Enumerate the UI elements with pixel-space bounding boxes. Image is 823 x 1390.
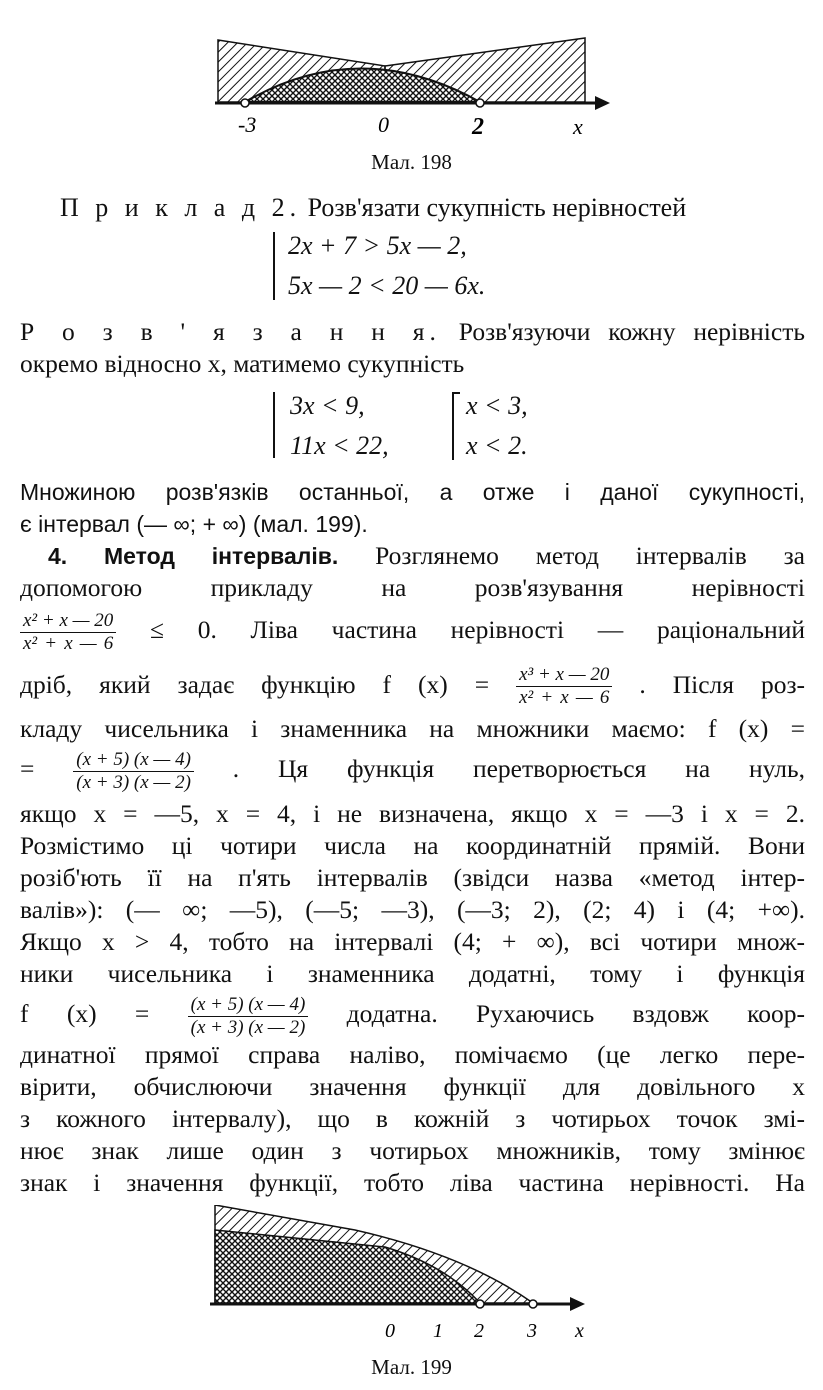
conclusion-paragraph bbox=[20, 476, 805, 540]
solution-paragraph bbox=[20, 316, 805, 380]
solution-text-1: Розв'язуючи кожну нерівність bbox=[458, 317, 805, 346]
method-line14: динатної прямої справа наліво, помічаємо (це легко пере- bbox=[20, 1039, 805, 1069]
point-2 bbox=[476, 99, 484, 107]
system2a bbox=[290, 386, 389, 466]
system2b-ineq1: x < 3, bbox=[466, 391, 528, 420]
point-3 bbox=[529, 1300, 537, 1308]
conclusion-line2: є інтервал (— ∞; + ∞) (мал. 199). bbox=[20, 511, 368, 537]
method-line11: Якщо x > 4, тобто на інтервалі (4; + ∞), всі чотири множ- bbox=[20, 926, 805, 956]
system1 bbox=[288, 226, 485, 306]
method-line10: валів»): (— ∞; —5), (—5; —3), (—3; 2), (2; 4) і (4; +∞). bbox=[20, 894, 805, 924]
point-minus3 bbox=[241, 99, 249, 107]
system1-brace bbox=[273, 232, 281, 300]
method-line7: якщо x = —5, x = 4, і не визначена, якщо x = —3 і x = 2. bbox=[20, 798, 805, 828]
example2-text: Розв'язати сукупність нерівностей bbox=[307, 193, 687, 222]
tick-0: 0 bbox=[385, 1320, 395, 1342]
solution-text-2: окремо відносно x, матимемо сукупність bbox=[20, 349, 465, 378]
method-line1: Розглянемо метод інтервалів за bbox=[375, 541, 805, 570]
solution-heading: Р о з в ' я з а н н я. bbox=[20, 317, 441, 346]
method-line2: допомогою прикладу на розв'язування нерівності bbox=[20, 573, 805, 602]
method-heading: 4. Метод інтервалів. bbox=[48, 543, 339, 569]
axis-arrow bbox=[570, 1297, 585, 1311]
point-2 bbox=[476, 1300, 484, 1308]
method-paragraph bbox=[20, 540, 805, 1199]
method-line4-before: дріб, який задає функцію f (x) = bbox=[20, 669, 490, 699]
method-line6-before: = bbox=[20, 754, 35, 784]
figure-198-caption: Мал. 198 bbox=[371, 150, 452, 174]
example2-heading: П р и к л а д 2. bbox=[60, 193, 302, 222]
tick-2: 2 bbox=[474, 1320, 484, 1342]
system1-ineq2: 5x — 2 < 20 — 6x. bbox=[288, 271, 486, 300]
method-line4-after: . Після роз- bbox=[639, 669, 806, 699]
tick-x: x bbox=[573, 114, 583, 139]
fraction-2: $\frac{\text{x³ + x — 20}}{\text{x² + x — 6}}$ bbox=[516, 664, 612, 709]
system2a-brace bbox=[273, 392, 281, 458]
tick-minus3: -3 bbox=[238, 112, 257, 137]
figure-199-caption: Мал. 199 bbox=[371, 1355, 452, 1379]
method-line15: вірити, обчислюючи значення функції для довільного x bbox=[20, 1071, 805, 1101]
fraction-4: $\frac{(x + 5) (x — 4)}{(x + 3) (x — 2)}$ bbox=[188, 994, 309, 1039]
system2b-ineq2: x < 2. bbox=[466, 431, 528, 460]
method-line18: знак і значення функції, тобто ліва частина нерівності. На bbox=[20, 1167, 805, 1197]
method-line5: кладу чисельника і знаменника на множники маємо: f (x) = bbox=[20, 714, 805, 744]
tick-x: x bbox=[575, 1320, 584, 1342]
system1-ineq1: 2x + 7 > 5x — 2, bbox=[288, 231, 467, 260]
system2b bbox=[466, 386, 528, 466]
method-line3: ≤ 0. Ліва частина нерівності — раціональний bbox=[150, 615, 805, 644]
system2a-ineq2: 11x < 22, bbox=[290, 431, 389, 460]
method-line8: Розмістимо ці чотири числа на координатній прямій. Вони bbox=[20, 830, 805, 860]
method-line12: ники чисельника і знаменника додатні, тому і функція bbox=[20, 958, 805, 988]
system2a-ineq1: 3x < 9, bbox=[290, 391, 365, 420]
tick-2: 2 bbox=[472, 114, 484, 140]
tick-1: 1 bbox=[433, 1320, 443, 1342]
example2-heading-line bbox=[60, 192, 780, 224]
method-line16: з кожного інтервалу), що в кожній з чотирьох точок змі- bbox=[20, 1103, 805, 1133]
figure-199 bbox=[205, 1205, 605, 1355]
fraction-1: $\frac{\text{x² + x — 20}}{\text{x² + x — 6}}$ bbox=[20, 610, 116, 655]
tick-0: 0 bbox=[378, 112, 389, 137]
system2b-brace bbox=[452, 392, 460, 460]
fraction-3: $\frac{(x + 5) (x — 4)}{(x + 3) (x — 2)}$ bbox=[73, 749, 194, 794]
method-line17: нює знак лише один з чотирьох множників, тому змінює bbox=[20, 1135, 805, 1165]
axis-arrow bbox=[595, 96, 610, 110]
method-line13-after: додатна. Рухаючись вздовж коор- bbox=[346, 998, 806, 1028]
figure-198 bbox=[200, 30, 620, 145]
conclusion-line1: Множиною розв'язків останньої, а отже і даної сукупності, bbox=[20, 479, 805, 505]
tick-3: 3 bbox=[527, 1320, 537, 1342]
method-line13-before: f (x) = bbox=[20, 998, 150, 1028]
method-line9: розіб'ють її на п'ять інтервалів (звідси назва «метод інтер- bbox=[20, 862, 805, 892]
method-line6-after: . Ця функція перетворюється на нуль, bbox=[232, 754, 806, 784]
